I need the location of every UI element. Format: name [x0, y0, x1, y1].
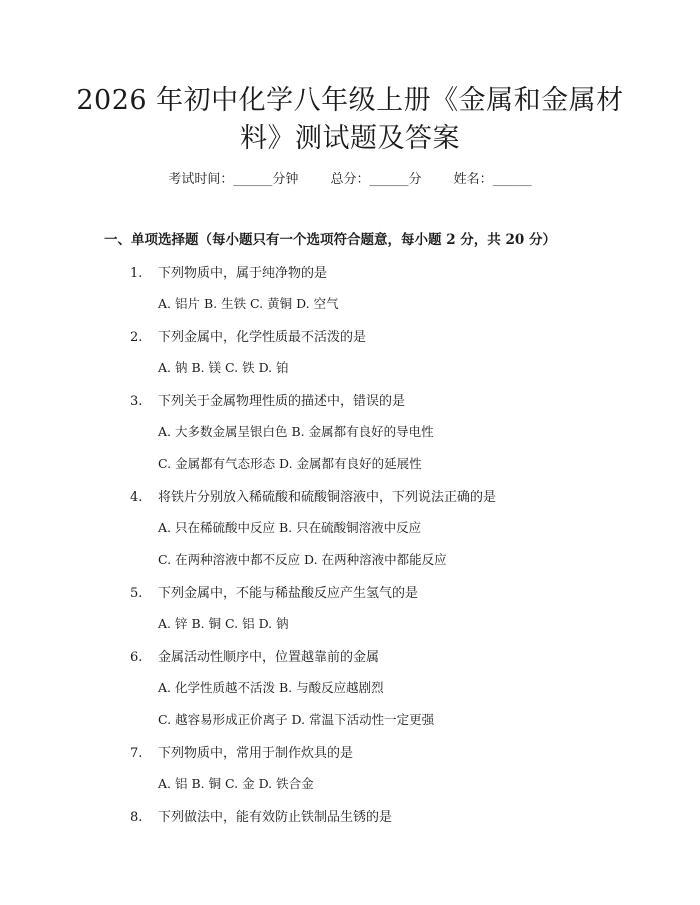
question-1-options: A. 铝片 B. 生铁 C. 黄铜 D. 空气 — [158, 296, 339, 311]
question-number: 2. — [130, 330, 143, 345]
question-text: 金属活动性顺序中，位置越靠前的金属 — [158, 650, 380, 665]
question-7 — [130, 742, 353, 761]
question-text: 下列关于金属物理性质的描述中，错误的是 — [158, 394, 406, 409]
question-number: 7. — [130, 746, 143, 761]
question-4 — [130, 486, 496, 505]
question-number: 3. — [130, 394, 143, 409]
question-5 — [130, 582, 418, 601]
question-number: 1. — [130, 266, 143, 281]
question-1 — [130, 262, 327, 281]
question-number: 6. — [130, 650, 143, 665]
question-number: 4. — [130, 490, 143, 505]
document-title — [60, 82, 640, 158]
question-6-options-ab: A. 化学性质越不活泼 B. 与酸反应越剧烈 — [158, 680, 384, 695]
exam-time: 考试时间：______分钟 — [168, 172, 299, 187]
question-8 — [130, 806, 392, 825]
question-text: 将铁片分别放入稀硫酸和硫酸铜溶液中，下列说法正确的是 — [158, 490, 497, 505]
question-number: 8. — [130, 810, 143, 825]
title-line-1: 2026 年初中化学八年级上册《金属和金属材 — [76, 85, 624, 116]
question-3-options-ab: A. 大多数金属呈银白色 B. 金属都有良好的导电性 — [158, 424, 434, 439]
total-score: 总分：______分 — [330, 172, 422, 187]
question-number: 5. — [130, 586, 143, 601]
section-title: 一、单项选择题（每小题只有一个选项符合题意，每小题 2 分，共 20 分） — [104, 232, 556, 248]
question-text: 下列金属中，不能与稀盐酸反应产生氢气的是 — [158, 586, 419, 601]
question-3-options-cd: C. 金属都有气态形态 D. 金属都有良好的延展性 — [158, 456, 422, 471]
question-text: 下列物质中，常用于制作炊具的是 — [158, 746, 354, 761]
student-name: 姓名：______ — [453, 172, 532, 187]
question-text: 下列金属中，化学性质最不活泼的是 — [158, 330, 367, 345]
question-5-options: A. 锌 B. 铜 C. 铝 D. 钠 — [158, 616, 289, 631]
question-6 — [130, 646, 379, 665]
question-text: 下列物质中，属于纯净物的是 — [158, 266, 328, 281]
question-4-options-cd: C. 在两种溶液中都不反应 D. 在两种溶液中都能反应 — [158, 552, 447, 567]
question-2-options: A. 钠 B. 镁 C. 铁 D. 铂 — [158, 360, 289, 375]
question-6-options-cd: C. 越容易形成正价离子 D. 常温下活动性一定更强 — [158, 712, 435, 727]
exam-meta — [0, 168, 700, 187]
question-text: 下列做法中，能有效防止铁制品生锈的是 — [158, 810, 393, 825]
question-7-options: A. 铝 B. 铜 C. 金 D. 铁合金 — [158, 776, 314, 791]
question-4-options-ab: A. 只在稀硫酸中反应 B. 只在硫酸铜溶液中反应 — [158, 520, 422, 535]
title-line-2: 料》测试题及答案 — [240, 123, 460, 154]
question-2 — [130, 326, 366, 345]
question-3 — [130, 390, 405, 409]
